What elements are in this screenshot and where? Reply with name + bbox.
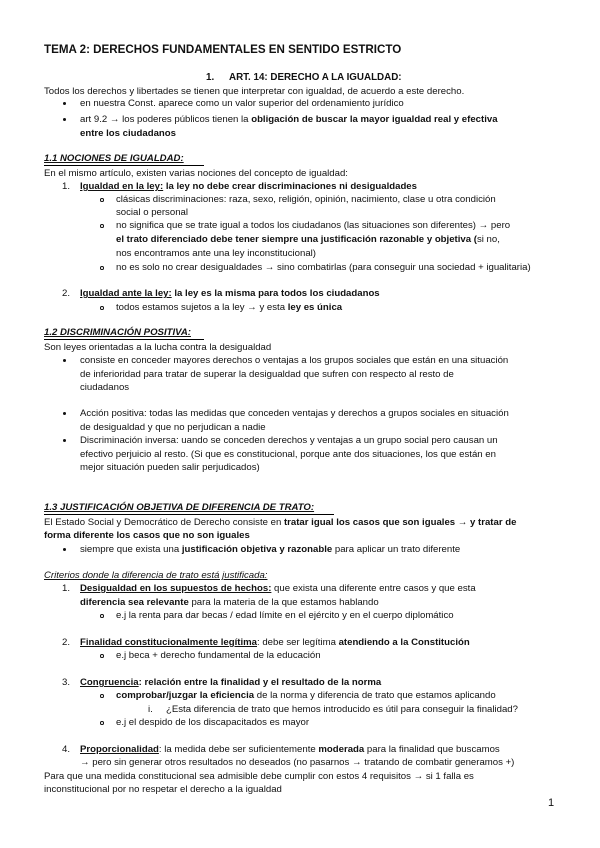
s11-sub-4: todos estamos sujetos a la ley → y esta ley es única bbox=[116, 302, 343, 313]
criterion-num-4: 4. bbox=[62, 744, 71, 755]
criterion-4-cont: → pero sin generar otros resultados no deseados (no pasarnos → tratando de combatir generamos +) bbox=[80, 757, 515, 768]
art14-bullet-1: en nuestra Const. aparece como un valor superior del ordenamiento jurídico bbox=[80, 98, 404, 109]
s12-bullet-2b: de desigualdad y que no perjudican a nadie bbox=[80, 422, 266, 433]
criterion-2: Finalidad constitucionalmente legítima: debe ser legítima atendiendo a la Constitución bbox=[80, 637, 470, 648]
s12-intro: Son leyes orientadas a la lucha contra la desigualdad bbox=[44, 342, 272, 353]
criterion-3: Congruencia: relación entre la finalidad y el resultado de la norma bbox=[80, 677, 382, 688]
closing-line-1: Para que una medida constitucional sea admisible debe cumplir con estos 4 requisitos → si 1 falla es bbox=[44, 771, 474, 782]
criterion-num-3: 3. bbox=[62, 677, 71, 688]
s13-intro-cont: forma diferente los casos que no son iguales bbox=[44, 530, 250, 541]
criterion-1-cont: diferencia sea relevante para la materia de la que estamos hablando bbox=[80, 597, 379, 608]
art14-bullet-2-cont: entre los ciudadanos bbox=[80, 128, 176, 139]
page-number: 1 bbox=[548, 797, 555, 809]
circle-bullet-icon bbox=[100, 654, 104, 658]
s12-bullet-2a: Acción positiva: todas las medidas que conceden ventajas y derechos a grupos sociales en situación bbox=[80, 408, 509, 419]
doc-title: TEMA 2: DERECHOS FUNDAMENTALES EN SENTIDO ESTRICTO bbox=[44, 43, 402, 56]
section-1-2-heading: 1.2 DISCRIMINACIÓN POSITIVA: bbox=[44, 327, 204, 340]
criterion-3-sub-1: comprobar/juzgar la eficiencia de la norma y diferencia de trato que estamos aplicando bbox=[116, 690, 496, 701]
circle-bullet-icon bbox=[100, 266, 104, 270]
s13-bullet-1: siempre que exista una justificación objetiva y razonable para aplicar un trato diferente bbox=[80, 544, 461, 555]
s11-sub-2c: nos encontramos ante una ley inconstitucional) bbox=[116, 248, 316, 259]
bullet-icon bbox=[63, 412, 66, 415]
circle-bullet-icon bbox=[100, 694, 104, 698]
s12-bullet-1b: de inferioridad para tratar de superar la desigualdad que sufren con respecto al resto de bbox=[80, 369, 454, 380]
bullet-icon bbox=[63, 548, 66, 551]
bullet-icon bbox=[63, 102, 66, 105]
circle-bullet-icon bbox=[100, 224, 104, 228]
closing-line-2: inconstitucional por no respetar el derecho a la igualdad bbox=[44, 784, 282, 795]
circle-bullet-icon bbox=[100, 198, 104, 202]
criterion-1-example: e.j la renta para dar becas / edad límite en el ejército y en el cuerpo diplomático bbox=[116, 610, 454, 621]
art14-number: 1. bbox=[206, 72, 215, 83]
criterion-1: Desigualdad en los supuestos de hechos: que exista una diferente entre casos y que esta bbox=[80, 583, 476, 594]
criterion-3-question: ¿Esta diferencia de trato que hemos introducido es útil para conseguir la finalidad? bbox=[166, 704, 518, 715]
criterion-num-2: 2. bbox=[62, 637, 71, 648]
section-1-1-heading: 1.1 NOCIONES DE IGUALDAD: bbox=[44, 153, 204, 166]
art14-bullet-2: art 9.2 → los poderes públicos tienen la obligación de buscar la mayor igualdad real y efectiva bbox=[80, 114, 498, 125]
art14-heading: ART. 14: DERECHO A LA IGUALDAD: bbox=[229, 72, 402, 83]
s11-sub-1a: clásicas discriminaciones: raza, sexo, religión, opinión, nacimiento, clase u otra condición bbox=[116, 194, 496, 205]
criteria-heading: Criterios donde la diferencia de trato está justificada: bbox=[44, 570, 268, 581]
criterion-num-1: 1. bbox=[62, 583, 71, 594]
section-1-3-heading: 1.3 JUSTIFICACIÓN OBJETIVA DE DIFERENCIA DE TRATO: bbox=[44, 502, 334, 515]
bullet-icon bbox=[63, 118, 66, 121]
s11-num-2: 2. bbox=[62, 288, 71, 299]
roman-numeral: i. bbox=[148, 704, 153, 715]
s11-item-1: Igualdad en la ley: la ley no debe crear discriminaciones ni desigualdades bbox=[80, 181, 417, 192]
s11-sub-1b: social o personal bbox=[116, 207, 188, 218]
circle-bullet-icon bbox=[100, 614, 104, 618]
bullet-icon bbox=[63, 439, 66, 442]
circle-bullet-icon bbox=[100, 721, 104, 725]
art14-intro: Todos los derechos y libertades se tienen que interpretar con igualdad, de acuerdo a este derecho. bbox=[44, 86, 465, 97]
s12-bullet-3c: mejor situación pueden salir perjudicados) bbox=[80, 462, 260, 473]
s11-sub-2b: el trato diferenciado debe tener siempre una justificación razonable y objetiva (si no, bbox=[116, 234, 500, 245]
s11-item-2: Igualdad ante la ley: la ley es la misma para todos los ciudadanos bbox=[80, 288, 380, 299]
s11-sub-3: no es solo no crear desigualdades → sino combatirlas (para conseguir una sociedad + igualitaria) bbox=[116, 262, 531, 273]
criterion-4: Proporcionalidad: la medida debe ser suficientemente moderada para la finalidad que buscamos bbox=[80, 744, 500, 755]
s11-intro: En el mismo artículo, existen varias nociones del concepto de igualdad: bbox=[44, 168, 348, 179]
s13-intro: El Estado Social y Democrático de Derecho consiste en tratar igual los casos que son iguales → y tratar de bbox=[44, 517, 517, 528]
bullet-icon bbox=[63, 359, 66, 362]
circle-bullet-icon bbox=[100, 306, 104, 310]
s12-bullet-3a: Discriminación inversa: uando se conceden derechos y ventajas a un grupo social pero causan un bbox=[80, 435, 498, 446]
s11-sub-2a: no significa que se trate igual a todos los ciudadanos (las situaciones son diferentes) → pero bbox=[116, 220, 511, 231]
s12-bullet-1c: ciudadanos bbox=[80, 382, 130, 393]
criterion-2-example: e.j beca + derecho fundamental de la educación bbox=[116, 650, 321, 661]
s12-bullet-1a: consiste en conceder mayores derechos o ventajas a los grupos sociales que están en una situación bbox=[80, 355, 509, 366]
criterion-3-example: e.j el despido de los discapacitados es mayor bbox=[116, 717, 310, 728]
s11-num-1: 1. bbox=[62, 181, 71, 192]
s12-bullet-3b: efectivo perjuicio al resto. (Si que es constitucional, porque ante dos situaciones, los que están en bbox=[80, 449, 496, 460]
